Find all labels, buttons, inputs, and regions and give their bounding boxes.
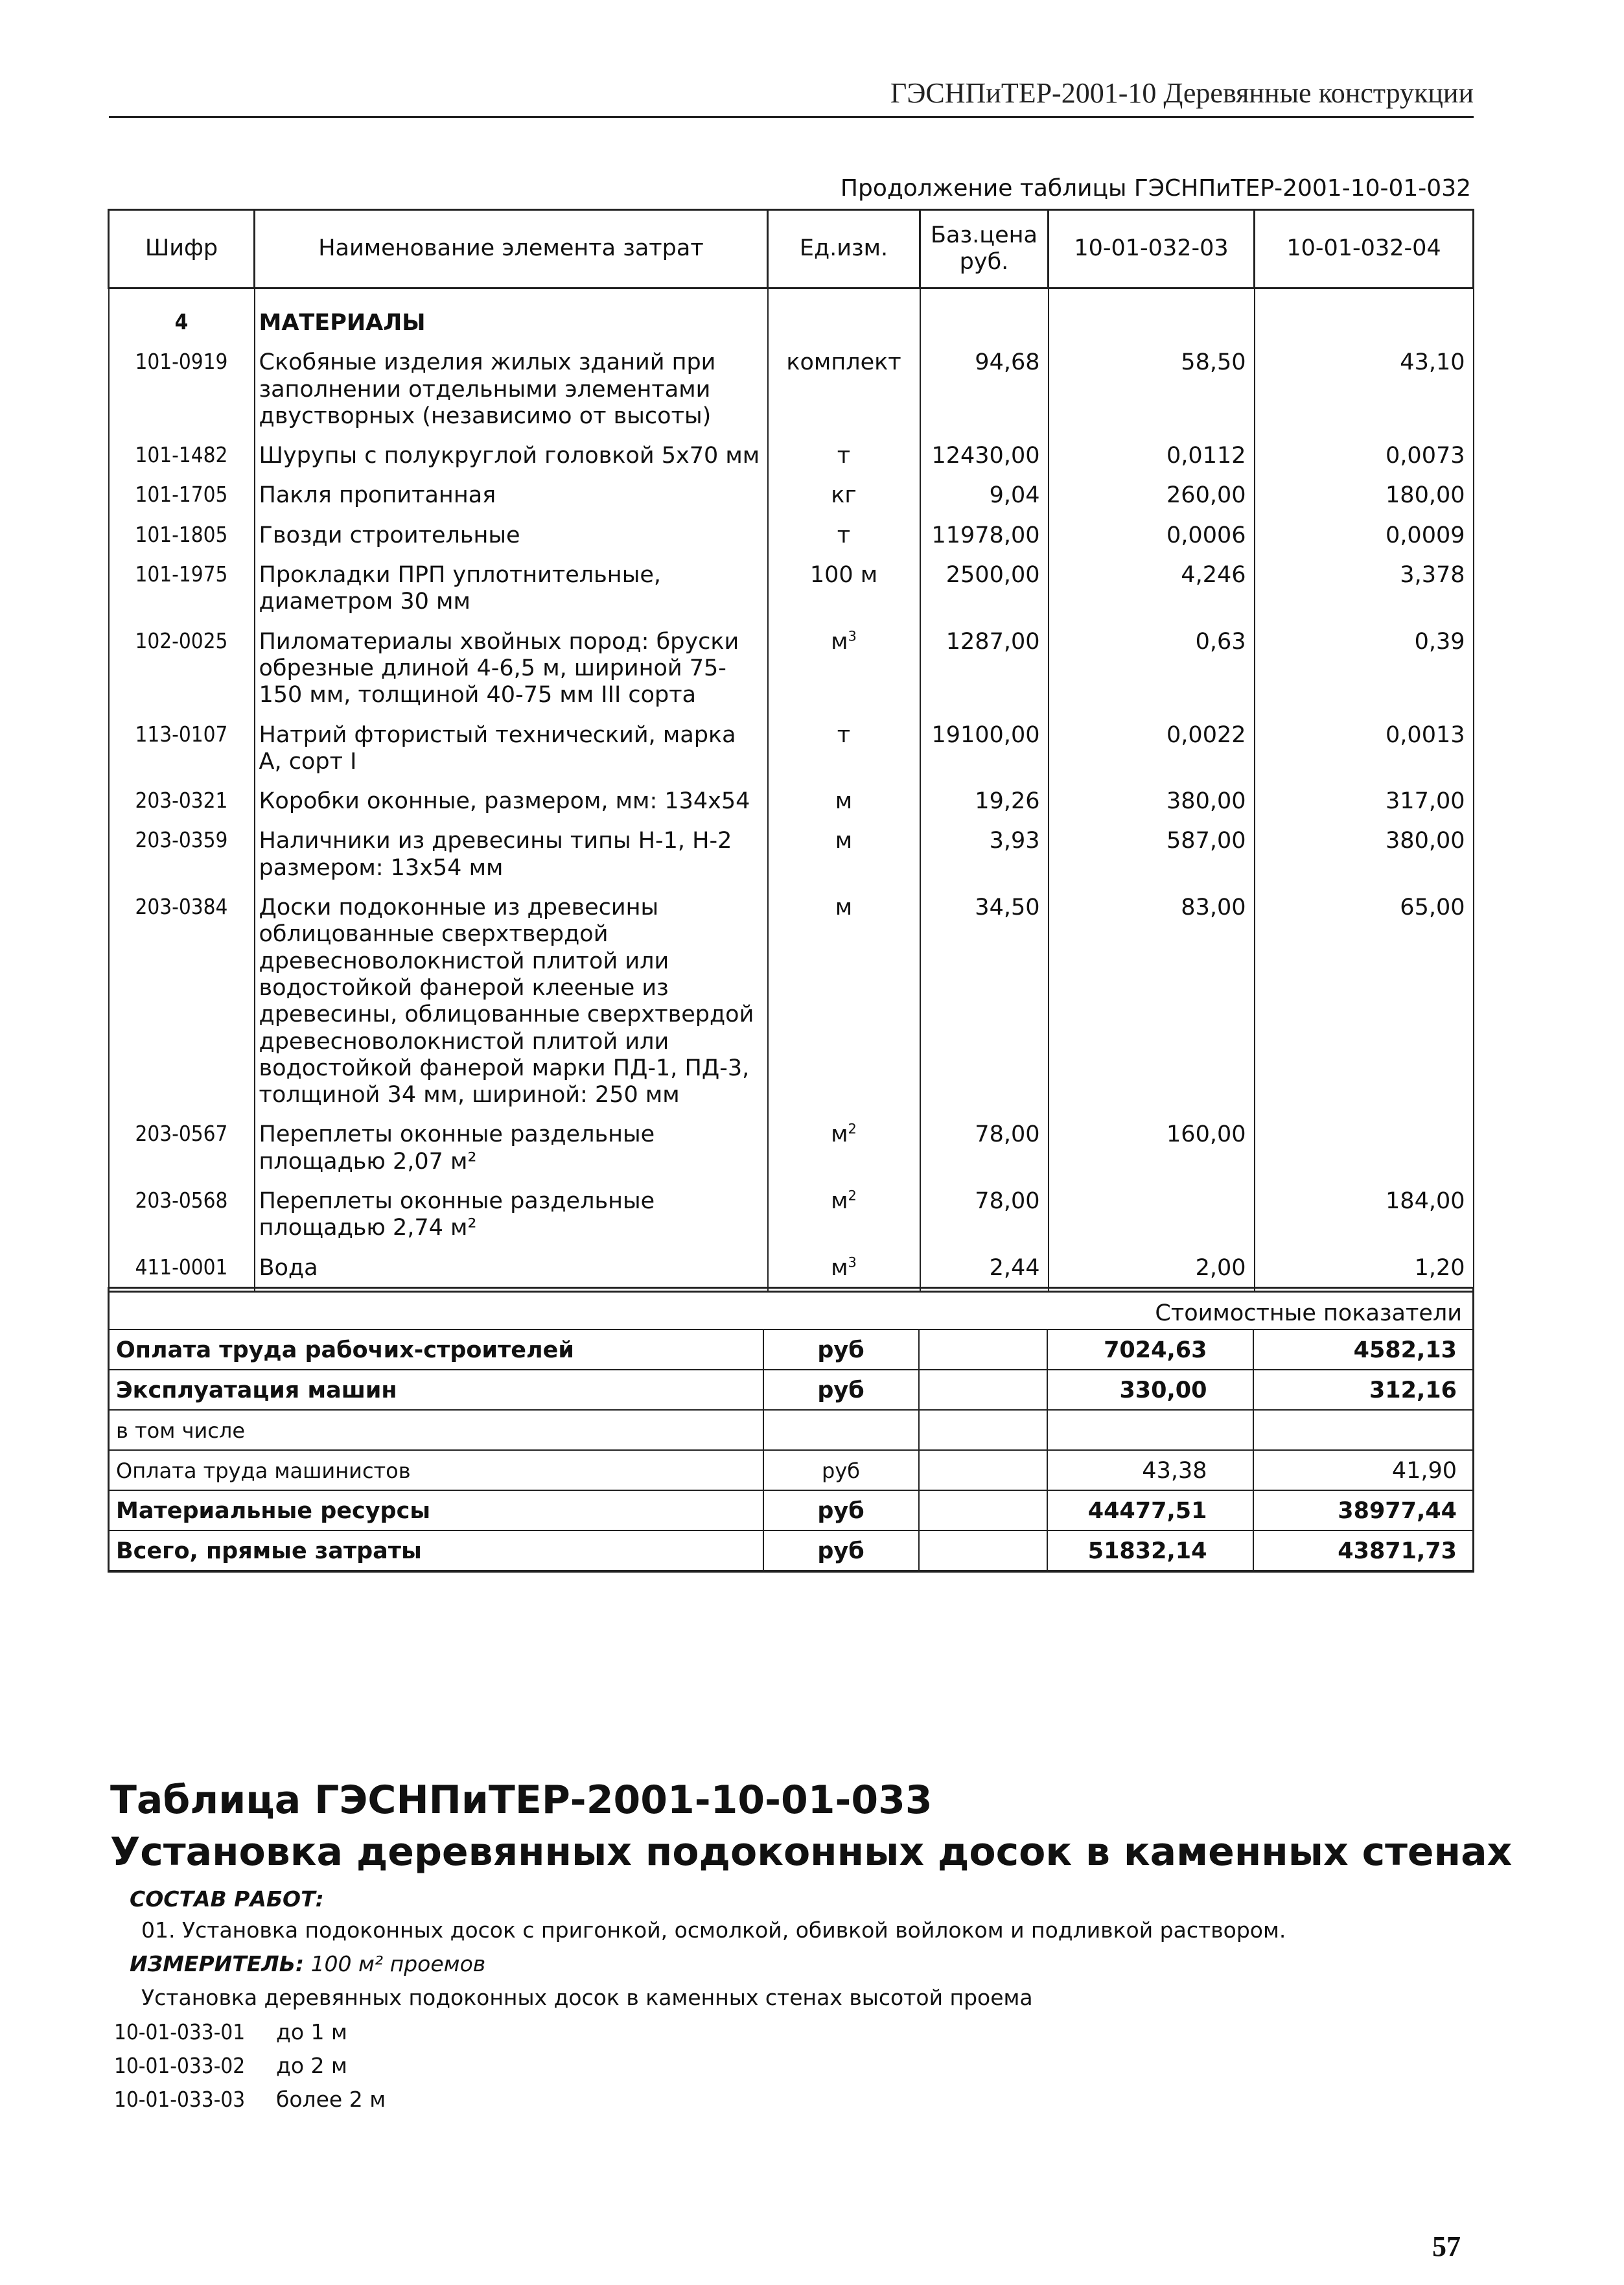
cost-table: [108, 1287, 1474, 1573]
variant-code: 10-01-033-02: [114, 2053, 246, 2078]
cost-heading: Стоимостные показатели: [109, 1288, 1474, 1330]
row-price: 34,50: [920, 888, 1049, 1115]
row-value-1: 0,0112: [1049, 436, 1255, 476]
section-name: МАТЕРИАЛЫ: [255, 303, 768, 343]
row-code: 101-0919: [109, 343, 255, 436]
table-row: [109, 782, 1474, 821]
row-unit: [768, 1182, 920, 1248]
cost-label: Материальные ресурсы: [109, 1490, 763, 1530]
cost-unit: [763, 1410, 919, 1450]
row-code: 102-0025: [109, 622, 255, 716]
table-row: [109, 888, 1474, 1115]
row-name: Коробки оконные, размером, мм: 134х54: [255, 782, 768, 821]
row-price: 78,00: [920, 1182, 1049, 1248]
row-name: Пакля пропитанная: [255, 476, 768, 515]
row-value-1: 160,00: [1049, 1115, 1255, 1182]
row-unit-sup: 2: [848, 1188, 857, 1204]
row-code: 203-0568: [109, 1182, 255, 1248]
row-code: 113-0107: [109, 716, 255, 782]
measure-label: ИЗМЕРИТЕЛЬ:: [130, 1951, 305, 1976]
row-code: 101-1805: [109, 516, 255, 556]
row-name: Переплеты оконные раздельные площадью 2,07 м²: [255, 1115, 768, 1182]
row-name: Вода: [255, 1248, 768, 1292]
row-value-1: 260,00: [1049, 476, 1255, 515]
row-code: 203-0321: [109, 782, 255, 821]
measure-line: [130, 1951, 485, 1976]
table-row: [109, 1248, 1474, 1292]
page-number: 57: [1432, 2231, 1461, 2262]
row-unit: [768, 821, 920, 888]
row-unit: [768, 556, 920, 622]
row-unit-text: м: [831, 1188, 848, 1215]
cost-value-1: 44477,51: [1047, 1490, 1253, 1530]
row-unit-text: м: [831, 1254, 848, 1281]
row-code: 101-1705: [109, 476, 255, 515]
row-code: 203-0567: [109, 1115, 255, 1182]
cost-empty-cell: [919, 1410, 1047, 1450]
row-name: Скобяные изделия жилых зданий при заполнении отдельными элементами двустворных (независимо от высоты): [255, 343, 768, 436]
row-unit-text: м: [835, 788, 853, 815]
variant-code: 10-01-033-01: [114, 2019, 246, 2045]
table-row: [109, 556, 1474, 622]
row-price: 9,04: [920, 476, 1049, 515]
cost-empty-cell: [919, 1530, 1047, 1571]
cost-value-2: 4582,13: [1253, 1330, 1474, 1370]
row-unit-text: 100 м: [809, 562, 878, 589]
table-row: [109, 1115, 1474, 1182]
cost-unit: руб: [763, 1490, 919, 1530]
cost-value-1: 330,00: [1047, 1370, 1253, 1410]
row-code: 101-1975: [109, 556, 255, 622]
table-row: [109, 622, 1474, 716]
next-table-subtitle: Установка деревянных подоконных досок в каменных стенах: [110, 1829, 1513, 1875]
cost-value-1: 43,38: [1047, 1450, 1253, 1490]
cost-label: Оплата труда машинистов: [109, 1450, 763, 1490]
row-unit: [768, 782, 920, 821]
row-code: 203-0384: [109, 888, 255, 1115]
installation-text: Установка деревянных подоконных досок в каменных стенах высотой проема: [141, 1985, 1033, 2010]
row-unit-text: м: [835, 828, 853, 854]
row-value-1: 0,63: [1049, 622, 1255, 716]
row-value-2: 380,00: [1255, 821, 1474, 888]
cost-empty-cell: [919, 1450, 1047, 1490]
row-unit-text: м: [831, 628, 848, 655]
table-row: [109, 516, 1474, 556]
cost-row: [109, 1490, 1474, 1530]
row-value-2: 180,00: [1255, 476, 1474, 515]
row-name: Шурупы с полукруглой головкой 5х70 мм: [255, 436, 768, 476]
row-unit-sup: 3: [848, 1254, 857, 1270]
cost-row: [109, 1330, 1474, 1370]
row-value-2: 0,0013: [1255, 716, 1474, 782]
variant-item: [114, 2087, 386, 2112]
table-header-row: [109, 210, 1474, 288]
cost-value-2: 38977,44: [1253, 1490, 1474, 1530]
row-unit: [768, 1248, 920, 1292]
row-value-1: 83,00: [1049, 888, 1255, 1115]
row-unit: [768, 436, 920, 476]
table-row: [109, 436, 1474, 476]
header-code: Шифр: [109, 210, 255, 288]
row-unit-sup: 2: [848, 1121, 857, 1137]
materials-table: [108, 209, 1474, 1293]
work-composition-text: 01. Установка подоконных досок с пригонкой, осмолкой, обивкой войлоком и подливкой раствором.: [141, 1917, 1286, 1943]
row-price: 19100,00: [920, 716, 1049, 782]
cost-label: Эксплуатация машин: [109, 1370, 763, 1410]
row-name: Пиломатериалы хвойных пород: бруски обрезные длиной 4-6,5 м, шириной 75-150 мм, толщиной 40-75 мм III сорта: [255, 622, 768, 716]
cost-value-2: [1253, 1410, 1474, 1450]
cost-value-1: 7024,63: [1047, 1330, 1253, 1370]
cost-empty-cell: [919, 1330, 1047, 1370]
row-name: Переплеты оконные раздельные площадью 2,74 м²: [255, 1182, 768, 1248]
cost-value-2: 43871,73: [1253, 1530, 1474, 1571]
row-price: 3,93: [920, 821, 1049, 888]
next-table-title: Таблица ГЭСНПиТЕР-2001-10-01-033: [110, 1777, 933, 1823]
measure-value: 100 м² проемов: [310, 1951, 486, 1976]
section-code: 4: [109, 303, 255, 343]
cost-value-1: 51832,14: [1047, 1530, 1253, 1571]
row-value-1: [1049, 1182, 1255, 1248]
row-code: 101-1482: [109, 436, 255, 476]
page-header: ГЭСНПиТЕР-2001-10 Деревянные конструкции: [109, 76, 1474, 118]
table-row: [109, 476, 1474, 515]
row-price: 94,68: [920, 343, 1049, 436]
row-unit: [768, 716, 920, 782]
variant-code: 10-01-033-03: [114, 2087, 246, 2112]
row-unit-text: т: [837, 522, 851, 548]
header-col1: 10-01-032-03: [1049, 210, 1255, 288]
cost-empty-cell: [919, 1370, 1047, 1410]
row-code: 203-0359: [109, 821, 255, 888]
table-row: [109, 1182, 1474, 1248]
cost-unit: руб: [763, 1370, 919, 1410]
row-value-1: 0,0006: [1049, 516, 1255, 556]
cost-value-2: 312,16: [1253, 1370, 1474, 1410]
variant-text: более 2 м: [276, 2087, 386, 2112]
row-unit-sup: 3: [848, 628, 857, 644]
row-value-1: 587,00: [1049, 821, 1255, 888]
row-value-2: 0,0073: [1255, 436, 1474, 476]
row-unit: [768, 476, 920, 515]
header-name: Наименование элемента затрат: [255, 210, 768, 288]
cost-value-2: 41,90: [1253, 1450, 1474, 1490]
row-unit: [768, 888, 920, 1115]
row-value-2: 0,0009: [1255, 516, 1474, 556]
row-unit-text: м: [835, 895, 853, 921]
row-price: 2,44: [920, 1248, 1049, 1292]
cost-label: Всего, прямые затраты: [109, 1530, 763, 1571]
cost-label: в том числе: [109, 1410, 763, 1450]
table-row: [109, 343, 1474, 436]
header-unit: Ед.изм.: [768, 210, 920, 288]
row-value-2: 317,00: [1255, 782, 1474, 821]
row-value-2: 65,00: [1255, 888, 1474, 1115]
row-value-2: 43,10: [1255, 343, 1474, 436]
cost-row: [109, 1450, 1474, 1490]
cost-row: [109, 1370, 1474, 1410]
header-price: Баз.цена руб.: [920, 210, 1049, 288]
row-name: Прокладки ПРП уплотнительные, диаметром 30 мм: [255, 556, 768, 622]
row-value-1: 2,00: [1049, 1248, 1255, 1292]
row-price: 78,00: [920, 1115, 1049, 1182]
row-value-2: 184,00: [1255, 1182, 1474, 1248]
cost-empty-cell: [919, 1490, 1047, 1530]
row-name: Наличники из древесины типы Н-1, Н-2 размером: 13х54 мм: [255, 821, 768, 888]
cost-unit: руб: [763, 1530, 919, 1571]
section-row: [109, 303, 1474, 343]
row-code: 411-0001: [109, 1248, 255, 1292]
cost-row: [109, 1410, 1474, 1450]
row-unit: [768, 516, 920, 556]
variant-item: [114, 2053, 347, 2078]
row-unit-text: кг: [831, 482, 857, 509]
row-price: 1287,00: [920, 622, 1049, 716]
row-unit-text: м: [831, 1121, 848, 1148]
row-price: 19,26: [920, 782, 1049, 821]
row-name: Гвозди строительные: [255, 516, 768, 556]
row-name: Натрий фтористый технический, марка А, сорт I: [255, 716, 768, 782]
table-row: [109, 821, 1474, 888]
row-unit-text: т: [837, 721, 851, 748]
row-value-1: 0,0022: [1049, 716, 1255, 782]
row-price: 11978,00: [920, 516, 1049, 556]
cost-unit: руб: [763, 1330, 919, 1370]
row-name: Доски подоконные из древесины облицованные сверхтвердой древесноволокнистой плитой или водостойкой фанерой клееные из древесины, облицованные сверхтвердой древесноволокнистой плитой или водостойкой фанерой марки ПД-1, ПД-3, толщиной 34 мм, шириной: 250 мм: [255, 888, 768, 1115]
variant-text: до 1 м: [276, 2019, 347, 2045]
row-unit-text: комплект: [786, 349, 901, 376]
header-col2: 10-01-032-04: [1255, 210, 1474, 288]
row-value-2: 1,20: [1255, 1248, 1474, 1292]
row-value-1: 4,246: [1049, 556, 1255, 622]
cost-unit: руб: [763, 1450, 919, 1490]
variant-text: до 2 м: [276, 2053, 347, 2078]
row-value-2: 0,39: [1255, 622, 1474, 716]
work-composition-label: СОСТАВ РАБОТ:: [130, 1886, 324, 1912]
table-row: [109, 716, 1474, 782]
row-unit: [768, 622, 920, 716]
row-price: 12430,00: [920, 436, 1049, 476]
row-unit: [768, 1115, 920, 1182]
cost-row: [109, 1530, 1474, 1571]
cost-label: Оплата труда рабочих-строителей: [109, 1330, 763, 1370]
table-continuation-label: Продолжение таблицы ГЭСНПиТЕР-2001-10-01-032: [840, 175, 1471, 202]
variant-item: [114, 2019, 347, 2045]
row-value-1: 58,50: [1049, 343, 1255, 436]
row-value-2: 3,378: [1255, 556, 1474, 622]
row-value-1: 380,00: [1049, 782, 1255, 821]
row-value-2: [1255, 1115, 1474, 1182]
row-unit: [768, 343, 920, 436]
row-price: 2500,00: [920, 556, 1049, 622]
cost-value-1: [1047, 1410, 1253, 1450]
row-unit-text: т: [837, 443, 851, 469]
